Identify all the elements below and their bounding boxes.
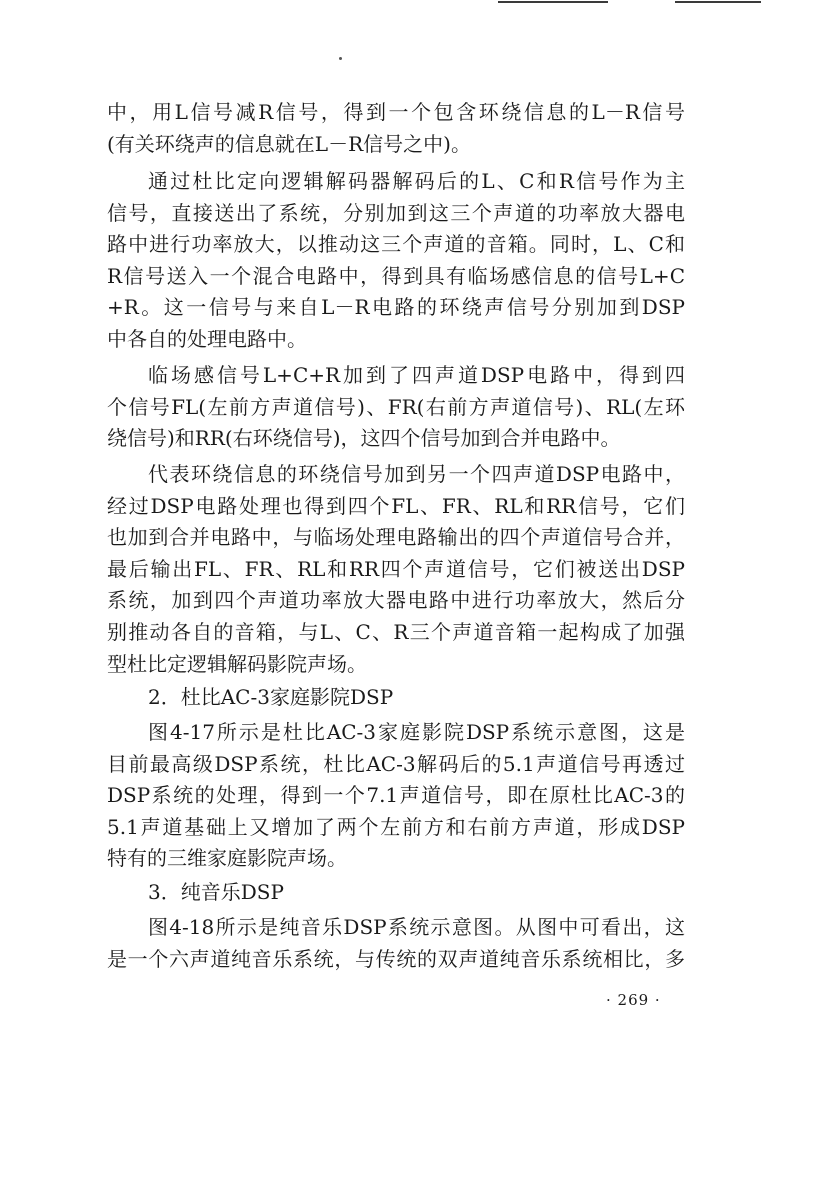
section-heading bbox=[107, 877, 685, 909]
text-line: 经过DSP电路处理也得到四个FL、FR、RL和RR信号，它们 bbox=[107, 493, 685, 518]
text-line: 别推动各自的音箱，与L、C、R三个声道音箱一起构成了加强 bbox=[107, 619, 685, 644]
text-line: +R。这一信号与来自L－R电路的环绕声信号分别加到DSP bbox=[107, 295, 685, 320]
section-heading-text: 3．纯音乐DSP bbox=[148, 880, 284, 904]
section-heading bbox=[107, 682, 685, 714]
text-line: 绕信号)和RR(右环绕信号)，这四个信号加到合并电路中。 bbox=[107, 426, 621, 451]
text-line: 通过杜比定向逻辑解码器解码后的L、C和R信号作为主 bbox=[148, 169, 685, 193]
text-line: 信号，直接送出了系统，分别加到这三个声道的功率放大器电 bbox=[107, 200, 685, 225]
paragraph bbox=[107, 459, 685, 680]
text-line: 是一个六声道纯音乐系统，与传统的双声道纯音乐系统相比，多 bbox=[107, 946, 685, 971]
text-line: DSP系统的处理，得到一个7.1声道信号，即在原杜比AC-3的 bbox=[107, 783, 685, 808]
text-line: 也加到合并电路中，与临场处理电路输出的四个声道信号合并， bbox=[107, 525, 685, 550]
text-line: 个信号FL(左前方声道信号)、FR(右前方声道信号)、RL(左环 bbox=[107, 394, 685, 419]
paragraph bbox=[107, 166, 685, 356]
text-line: (有关环绕声的信息就在L－R信号之中)。 bbox=[107, 131, 471, 156]
text-line: 中各自的处理电路中。 bbox=[107, 326, 307, 351]
text-line: 中，用L信号减R信号，得到一个包含环绕信息的L－R信号 bbox=[107, 100, 685, 124]
text-line: 目前最高级DSP系统，杜比AC-3解码后的5.1声道信号再透过 bbox=[107, 751, 685, 776]
text-line: 路中进行功率放大，以推动这三个声道的音箱。同时，L、C和 bbox=[107, 232, 685, 257]
paragraph bbox=[107, 912, 685, 975]
text-line: 最后输出FL、FR、RL和RR四个声道信号，它们被送出DSP bbox=[107, 556, 685, 581]
text-line: 特有的三维家庭影院声场。 bbox=[107, 846, 347, 871]
paragraph bbox=[107, 717, 685, 875]
text-line: R信号送入一个混合电路中，得到具有临场感信息的信号L+C bbox=[107, 263, 685, 288]
page-number: · 269 · bbox=[606, 991, 661, 1009]
text-line: 系统，加到四个声道功率放大器电路中进行功率放大，然后分 bbox=[107, 588, 685, 613]
text-line: 临场感信号L+C+R加到了四声道DSP电路中，得到四 bbox=[148, 363, 685, 387]
text-line: 图4-18所示是纯音乐DSP系统示意图。从图中可看出，这 bbox=[148, 915, 685, 939]
text-line: 5.1声道基础上又增加了两个左前方和右前方声道，形成DSP bbox=[107, 814, 685, 839]
body-text bbox=[107, 0, 685, 1200]
text-line: 图4-17所示是杜比AC-3家庭影院DSP系统示意图，这是 bbox=[148, 720, 685, 744]
section-heading-text: 2．杜比AC-3家庭影院DSP bbox=[148, 685, 394, 709]
text-line: 代表环绕信息的环绕信号加到另一个四声道DSP电路中， bbox=[148, 462, 685, 486]
paragraph bbox=[107, 97, 685, 160]
scan-edge-line bbox=[675, 1, 761, 3]
text-line: 型杜比定逻辑解码影院声场。 bbox=[107, 651, 367, 676]
paragraph bbox=[107, 360, 685, 455]
